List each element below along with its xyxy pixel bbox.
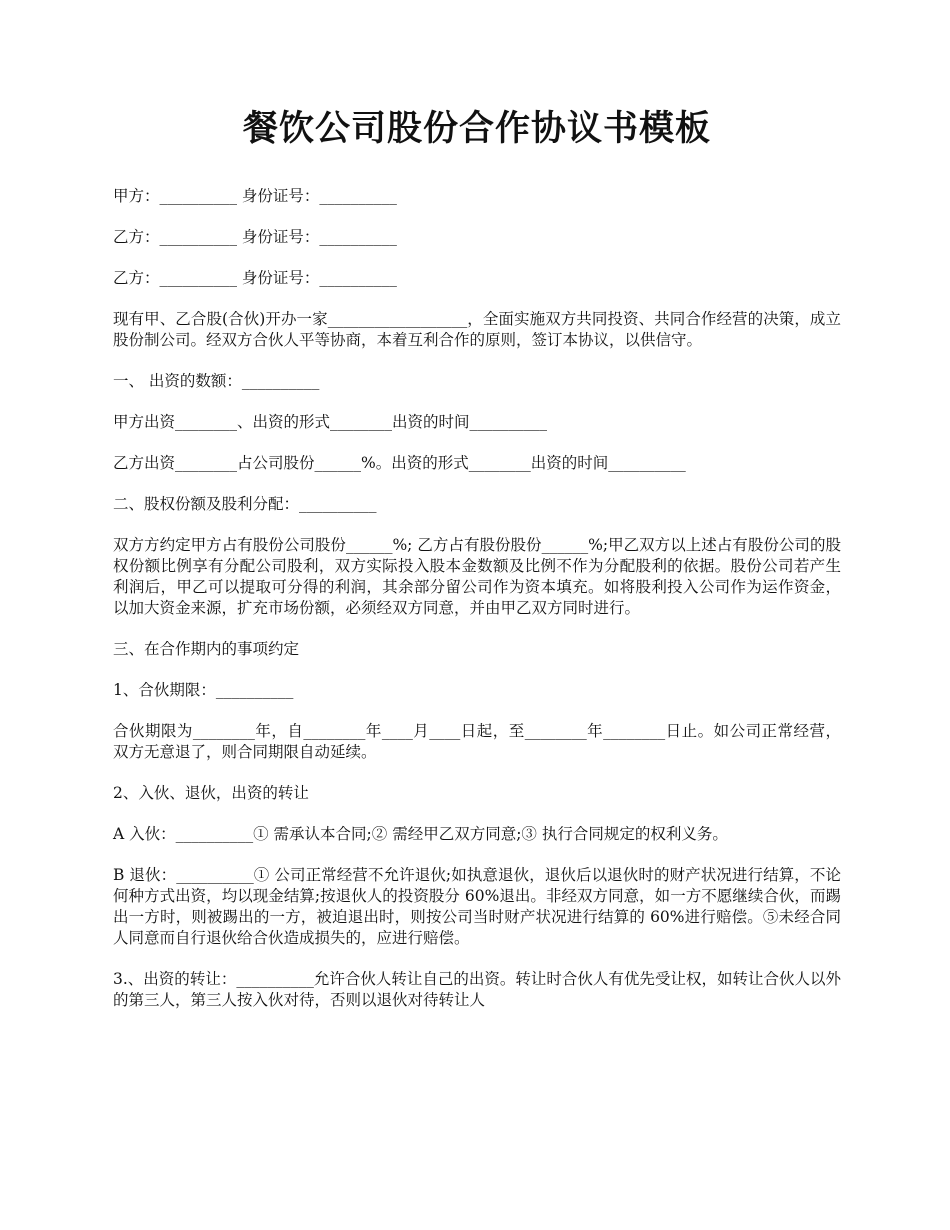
- section-1-heading: 一、 出资的数额：__________: [113, 372, 320, 390]
- equity-dividend-paragraph: 双方方约定甲方占有股份公司股份______%; 乙方占有股份股份______%;甲乙双方以上述占有股份公司的股权份额比例享有分配公司股利，双方实际投入股本金数额及比例不作为分配股利的依据。股份公司若产生利润后，甲乙可以提取可分得的利润，其余部分留公司作为资本填充。如将股利投入公司作为运作资金，以加大资金来源，扩充市场份额，必须经双方同意，并由甲乙双方同时进行。: [113, 536, 841, 617]
- join-paragraph: A 入伙：__________① 需承认本合同;② 需经甲乙双方同意;③ 执行合同规定的权利义务。: [113, 825, 728, 843]
- preamble-paragraph: 现有甲、乙合股(合伙)开办一家__________________，全面实施双方共同投资、共同合作经营的决策，成立股份制公司。经双方合伙人平等协商，本着互利合作的原则，签订本协议，以供信守。: [113, 310, 841, 349]
- transfer-paragraph: 3.、出资的转让：__________允许合伙人转让自己的出资。转让时合伙人有优先受让权，如转让合伙人以外的第三人，第三人按入伙对待，否则以退伙对待转让人: [113, 970, 841, 1009]
- party-a-line: 甲方：__________ 身份证号：__________: [113, 187, 397, 205]
- document-page: [113, 108, 841, 1011]
- party-b2-line: 乙方：__________ 身份证号：__________: [113, 269, 397, 287]
- section-2-heading: 二、股权份额及股利分配：__________: [113, 495, 377, 513]
- term-heading: 1、合伙期限：__________: [113, 681, 294, 699]
- section-3-heading: 三、在合作期内的事项约定: [113, 640, 300, 658]
- party-a-investment-line: 甲方出资________、出资的形式________出资的时间__________: [113, 413, 548, 431]
- exit-paragraph: B 退伙：__________① 公司正常经营不允许退伙;如执意退伙，退伙后以退伙时的财产状况进行结算，不论何种方式出资，均以现金结算;按退伙人的投资股分 60%退出。非经双方同意，如一方不愿继续合伙，而踢出一方时，则被踢出的一方，被迫退出时，则按公司当时财产状况进行结算的 60%进行赔偿。⑤未经合同人同意而自行退伙给合伙造成损失的，应进行赔偿。: [113, 866, 841, 947]
- document-title: 餐饮公司股份合作协议书模板: [242, 108, 711, 149]
- term-paragraph: 合伙期限为________年，自________年____月____日起，至________年________日止。如公司正常经营，双方无意退了，则合同期限自动延续。: [113, 722, 841, 761]
- party-b-investment-line: 乙方出资________占公司股份______%。出资的形式________出资的时间__________: [113, 454, 686, 472]
- party-b-line: 乙方：__________ 身份证号：__________: [113, 228, 397, 246]
- join-exit-heading: 2、入伙、退伙，出资的转让: [113, 784, 309, 802]
